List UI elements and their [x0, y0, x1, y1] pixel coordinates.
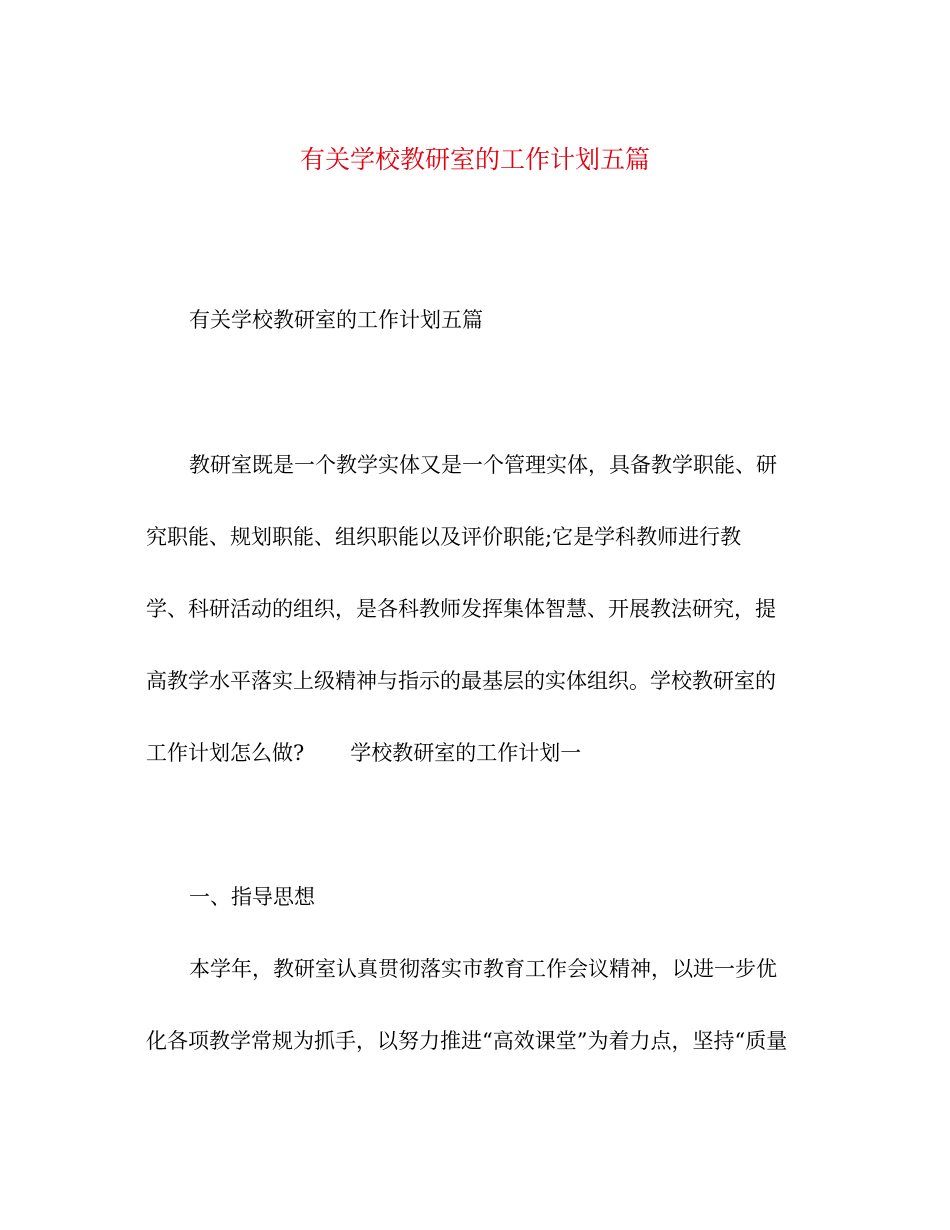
section-heading: 一、指导思想 — [189, 885, 315, 909]
paragraph-line: 高教学水平落实上级精神与指示的最基层的实体组织。学校教研室的 — [146, 669, 776, 693]
paragraph-line: 学、科研活动的组织，是各科教师发挥集体智慧、开展教法研究，提 — [146, 597, 776, 621]
paragraph-line: 究职能、规划职能、组织职能以及评价职能;它是学科教师进行教 — [146, 525, 742, 549]
paragraph-line-last — [146, 738, 581, 768]
paragraph-line: 教研室既是一个教学实体又是一个管理实体，具备教学职能、研 — [189, 453, 777, 477]
document-title: 有关学校教研室的工作计划五篇 — [299, 145, 650, 174]
paragraph-line: 本学年，教研室认真贯彻落实市教育工作会议精神，以进一步优 — [189, 957, 777, 981]
plan-one-heading: 学校教研室的工作计划一 — [350, 741, 582, 765]
paragraph-line: 化各项教学常规为抓手，以努力推进“高效课堂”为着力点，坚持“质量 — [146, 1029, 788, 1053]
document-subtitle: 有关学校教研室的工作计划五篇 — [189, 308, 483, 332]
paragraph-line: 工作计划怎么做? — [146, 741, 305, 765]
